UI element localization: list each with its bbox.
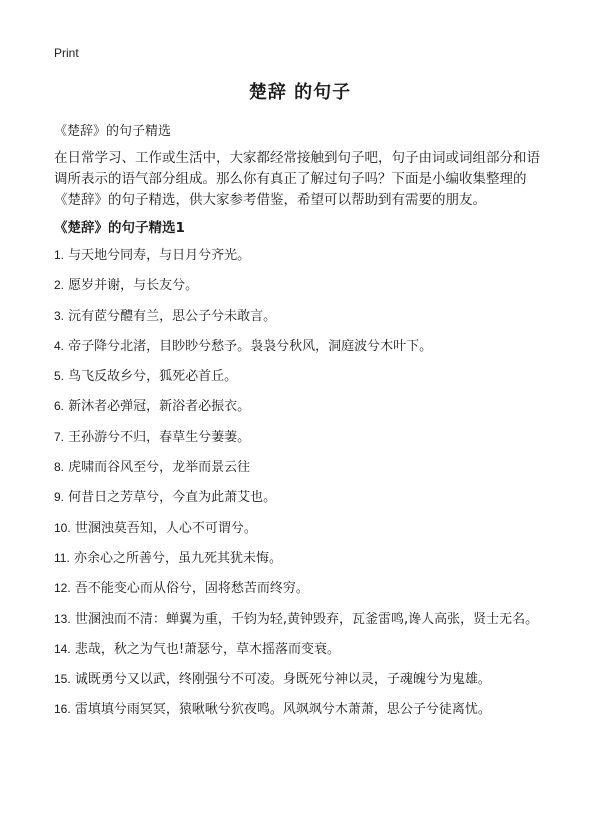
list-item [54,610,550,629]
list-item-number: 10. [54,520,71,535]
list-item-text: 吾不能变心而从俗兮，固将愁苦而终穷。 [74,581,309,597]
list-item-text: 雷填填兮雨冥冥，猿啾啾兮狖夜鸣。风飒飒兮木萧萧，思公子兮徒离忧。 [74,702,491,718]
list-item [54,337,550,356]
list-item-number: 13. [54,611,71,626]
list-item [54,367,550,386]
list-item-number: 9. [54,490,65,505]
section-heading: 《楚辞》的句子精选1 [54,220,185,236]
list-item-text: 诚既勇兮又以武，终刚强兮不可凌。身既死兮神以灵，子魂魄兮为鬼雄。 [74,672,491,688]
list-item-number: 8. [54,460,65,475]
list-item [54,307,550,326]
sentence-list [54,246,550,731]
list-item-text: 虎啸而谷风至兮，龙举而景云往 [68,460,251,476]
print-link[interactable]: Print [54,46,79,60]
list-item-text: 亦余心之所善兮，虽九死其犹未悔。 [73,550,282,566]
list-item [54,549,550,568]
list-item [54,246,550,265]
list-item-number: 14. [54,641,71,656]
list-item-text: 悲哉，秋之为气也!萧瑟兮，草木摇落而变衰。 [74,641,341,657]
list-item-number: 6. [54,399,65,414]
list-item [54,519,550,538]
list-item-number: 4. [54,338,65,353]
list-item-number: 1. [54,248,65,262]
list-item [54,428,550,447]
list-item-text: 世溷浊而不清：蝉翼为重，千钧为轻,黄钟毁弃，瓦釜雷鸣,谗人高张，贤士无名。 [74,611,539,627]
list-item-text: 帝子降兮北渚，目眇眇兮愁予。袅袅兮秋风，洞庭波兮木叶下。 [68,338,433,354]
list-item-text: 何昔日之芳草兮，今直为此萧艾也。 [68,490,277,506]
page-subtitle: 《楚辞》的句子精选 [54,124,172,139]
list-item [54,670,550,689]
list-item [54,700,550,719]
list-item-text: 与天地兮同寿，与日月兮齐光。 [68,248,251,263]
list-item-number: 5. [54,369,65,384]
list-item-number: 2. [54,278,65,293]
list-item-number: 3. [54,308,65,323]
list-item-text: 沅有茝兮醴有兰，思公子兮未敢言。 [68,308,277,324]
list-item-number: 11. [54,550,70,565]
list-item [54,640,550,659]
list-item-number: 12. [54,581,71,596]
list-item-text: 世溷浊莫吾知，人心不可谓兮。 [74,520,257,536]
list-item-text: 新沐者必弹冠，新浴者必振衣。 [68,399,251,415]
list-item [54,579,550,598]
intro-paragraph: 在日常学习、工作或生活中，大家都经常接触到句子吧，句子由词或词组部分和语调所表示的语气部分组成。那么你有真正了解过句子吗？下面是小编收集整理的《楚辞》的句子精选，供大家参考借鉴，希望可以帮助到有需要的朋友。 [54,150,540,208]
list-item-number: 7. [54,429,65,444]
list-item-number: 16. [54,702,71,717]
list-item [54,276,550,295]
list-item [54,458,550,477]
list-item [54,397,550,416]
list-item-text: 鸟飞反故乡兮，狐死必首丘。 [68,369,238,385]
list-item-text: 王孙游兮不归，春草生兮萋萋。 [68,429,251,445]
list-item-text: 愿岁并谢，与长友兮。 [68,278,199,294]
list-item [54,488,550,507]
page-title: 楚辞 的句子 [248,82,352,103]
list-item-number: 15. [54,672,71,687]
